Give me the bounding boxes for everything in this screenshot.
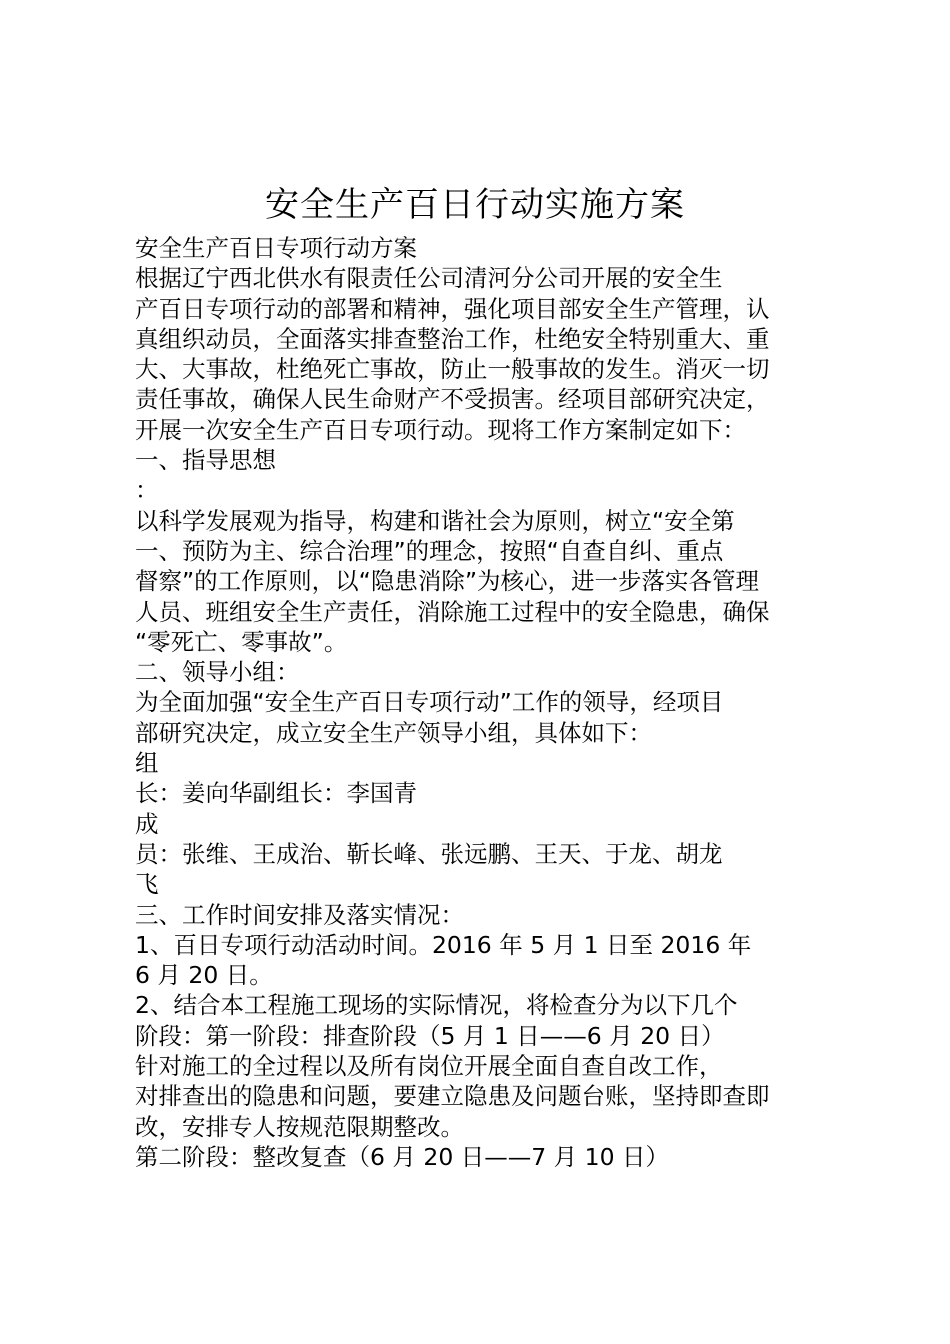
paragraph-line: 根据辽宁西北供水有限责任公司清河分公司开展的安全生 — [135, 264, 723, 293]
document-title: 安全生产百日行动实施方案 — [265, 185, 685, 225]
paragraph-line: 人员、班组安全生产责任，消除施工过程中的安全隐患，确保 — [135, 597, 770, 626]
paragraph-line: 真组织动员，全面落实排查整治工作，杜绝安全特别重大、重 — [135, 324, 770, 353]
paragraph-line: 成 — [135, 809, 159, 838]
paragraph-line: 针对施工的全过程以及所有岗位开展全面自查自改工作， — [135, 1052, 723, 1081]
paragraph-line: 飞 — [135, 870, 159, 899]
paragraph-line: 6 月 20 日。 — [135, 961, 273, 990]
section-heading: 二、领导小组： — [135, 658, 300, 687]
paragraph-line: 开展一次安全生产百日专项行动。现将工作方案制定如下： — [135, 415, 746, 444]
paragraph-line: 为全面加强“安全生产百日专项行动”工作的领导，经项目 — [135, 688, 724, 717]
paragraph-line: 2、结合本工程施工现场的实际情况，将检查分为以下几个 — [135, 991, 738, 1020]
paragraph-line: 第二阶段：整改复查（6 月 20 日——7 月 10 日） — [135, 1142, 670, 1171]
paragraph-line: 大、大事故，杜绝死亡事故，防止一般事故的发生。消灭一切 — [135, 355, 770, 384]
paragraph-line: 1、百日专项行动活动时间。2016 年 5 月 1 日至 2016 年 — [135, 930, 752, 959]
paragraph-line: 产百日专项行动的部署和精神，强化项目部安全生产管理，认 — [135, 294, 770, 323]
paragraph-line: 组 — [135, 749, 159, 778]
paragraph-line: 责任事故，确保人民生命财产不受损害。经项目部研究决定， — [135, 385, 770, 414]
paragraph-line: 安全生产百日专项行动方案 — [135, 234, 417, 262]
paragraph-line: 员：张维、王成治、靳长峰、张远鹏、王天、于龙、胡龙 — [135, 839, 723, 868]
paragraph-line: ： — [135, 476, 159, 505]
paragraph-line: “零死亡、零事故”。 — [135, 627, 348, 656]
paragraph-line: 以科学发展观为指导，构建和谐社会为原则，树立“安全第 — [135, 506, 735, 535]
document-body — [135, 233, 825, 1172]
paragraph-line: 部研究决定，成立安全生产领导小组，具体如下： — [135, 718, 652, 747]
paragraph-line: 一、预防为主、综合治理”的理念，按照“自查自纠、重点 — [135, 536, 724, 565]
paragraph-line: 对排查出的隐患和问题，要建立隐患及问题台账，坚持即查即 — [135, 1082, 770, 1111]
paragraph-line: 阶段：第一阶段：排查阶段（5 月 1 日——6 月 20 日） — [135, 1021, 725, 1050]
section-heading: 一、指导思想 — [135, 446, 276, 475]
paragraph-line: 改，安排专人按规范限期整改。 — [135, 1112, 464, 1141]
paragraph-line: 督察”的工作原则，以“隐患消除”为核心，进一步落实各管理 — [135, 567, 760, 596]
section-heading: 三、工作时间安排及落实情况： — [135, 900, 464, 929]
paragraph-line: 长：姜向华副组长：李国青 — [135, 779, 417, 808]
